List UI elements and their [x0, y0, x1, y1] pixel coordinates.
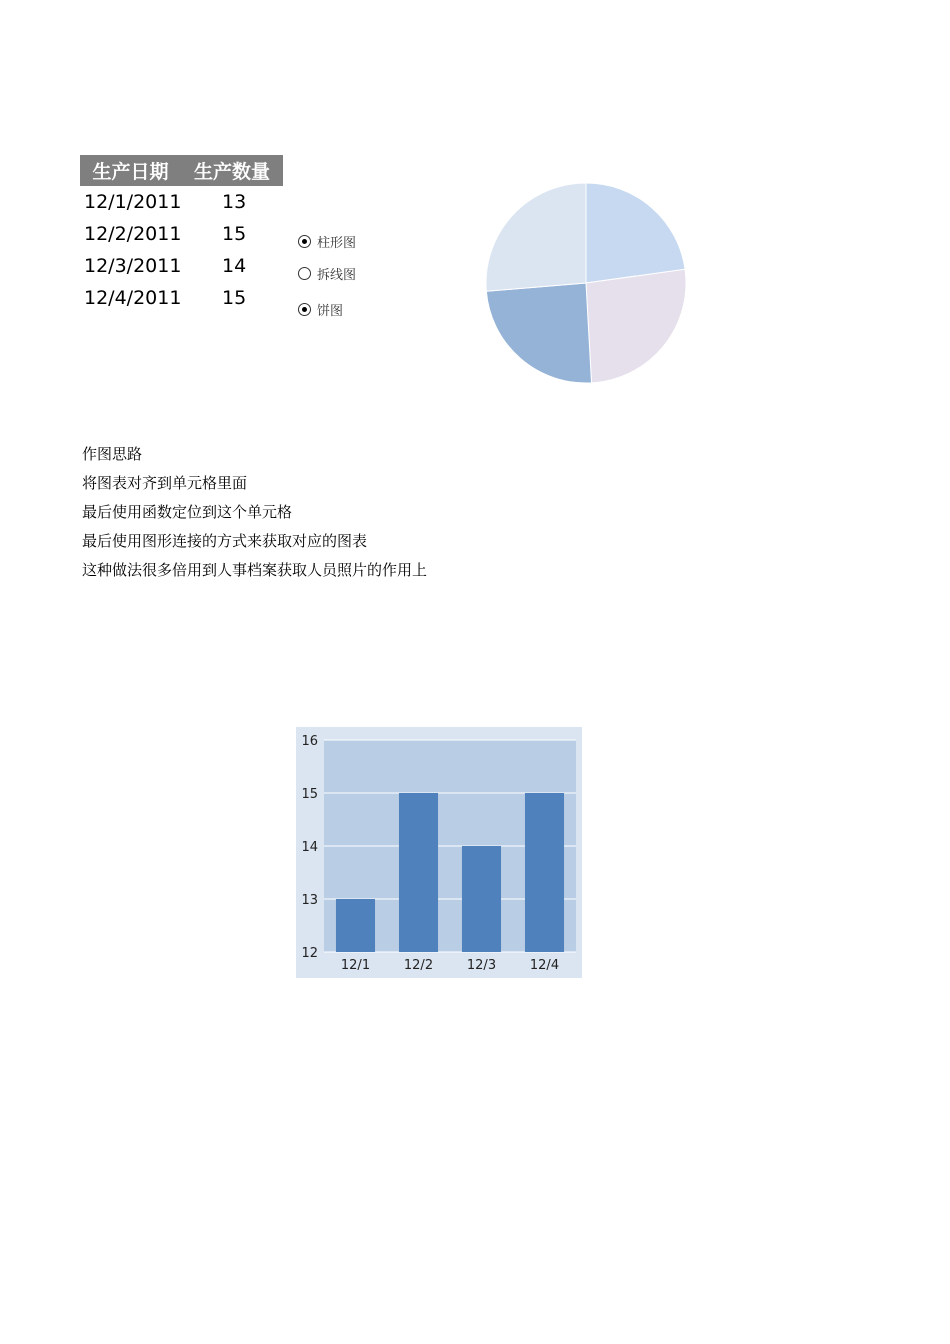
- table-row: [80, 218, 283, 250]
- option-label: 拆线图: [317, 268, 357, 283]
- header-date: 生产日期: [92, 161, 169, 183]
- option-label: 柱形图: [317, 236, 357, 251]
- option-label: 饼图: [317, 304, 344, 319]
- y-tick-label: 16: [301, 734, 318, 749]
- cell-qty: 13: [222, 191, 247, 213]
- table-header: [80, 155, 283, 186]
- note-line: 这种做法很多倍用到人事档案获取人员照片的作用上: [82, 561, 428, 579]
- note-line: 最后使用图形连接的方式来获取对应的图表: [82, 532, 368, 550]
- bar-12/2: [399, 793, 438, 952]
- pie-slice-12/1: [586, 183, 685, 283]
- pie-chart: [470, 170, 700, 400]
- cell-date: 12/3/2011: [84, 255, 182, 277]
- cell-qty: 14: [222, 255, 247, 277]
- x-tick-label: 12/3: [466, 958, 497, 973]
- bar-12/3: [462, 846, 501, 952]
- notes: [82, 440, 427, 585]
- radio-dot: [302, 307, 307, 312]
- option-line[interactable]: [298, 264, 356, 283]
- cell-qty: 15: [222, 287, 247, 309]
- y-tick-label: 14: [301, 840, 318, 855]
- y-tick-label: 12: [301, 946, 318, 961]
- bar-12/4: [525, 793, 564, 952]
- pie-slice-12/2: [586, 269, 686, 383]
- cell-date: 12/4/2011: [84, 287, 182, 309]
- bar-chart: [296, 727, 582, 978]
- radio-column[interactable]: [298, 235, 311, 248]
- production-table: [80, 155, 283, 314]
- note-line: 作图思路: [82, 445, 143, 463]
- bar-12/1: [336, 899, 375, 952]
- cell-qty: 15: [222, 223, 247, 245]
- radio-line[interactable]: [298, 267, 311, 280]
- table-row: [80, 282, 283, 314]
- x-tick-label: 12/1: [340, 958, 371, 973]
- cell-date: 12/1/2011: [84, 191, 182, 213]
- table-row: [80, 250, 283, 282]
- pie-slice-12/4: [486, 183, 586, 291]
- x-tick-label: 12/2: [403, 958, 434, 973]
- option-pie[interactable]: [298, 300, 343, 319]
- cell-date: 12/2/2011: [84, 223, 182, 245]
- note-line: 最后使用函数定位到这个单元格: [82, 503, 293, 521]
- y-tick-label: 13: [301, 893, 318, 908]
- pie-slice-12/3: [486, 283, 591, 383]
- radio-pie[interactable]: [298, 303, 311, 316]
- note-line: 将图表对齐到单元格里面: [82, 474, 248, 492]
- option-column[interactable]: [298, 232, 356, 251]
- radio-dot: [302, 239, 307, 244]
- y-tick-label: 15: [301, 787, 318, 802]
- x-tick-label: 12/4: [529, 958, 560, 973]
- table-row: [80, 186, 283, 218]
- header-qty: 生产数量: [193, 161, 270, 183]
